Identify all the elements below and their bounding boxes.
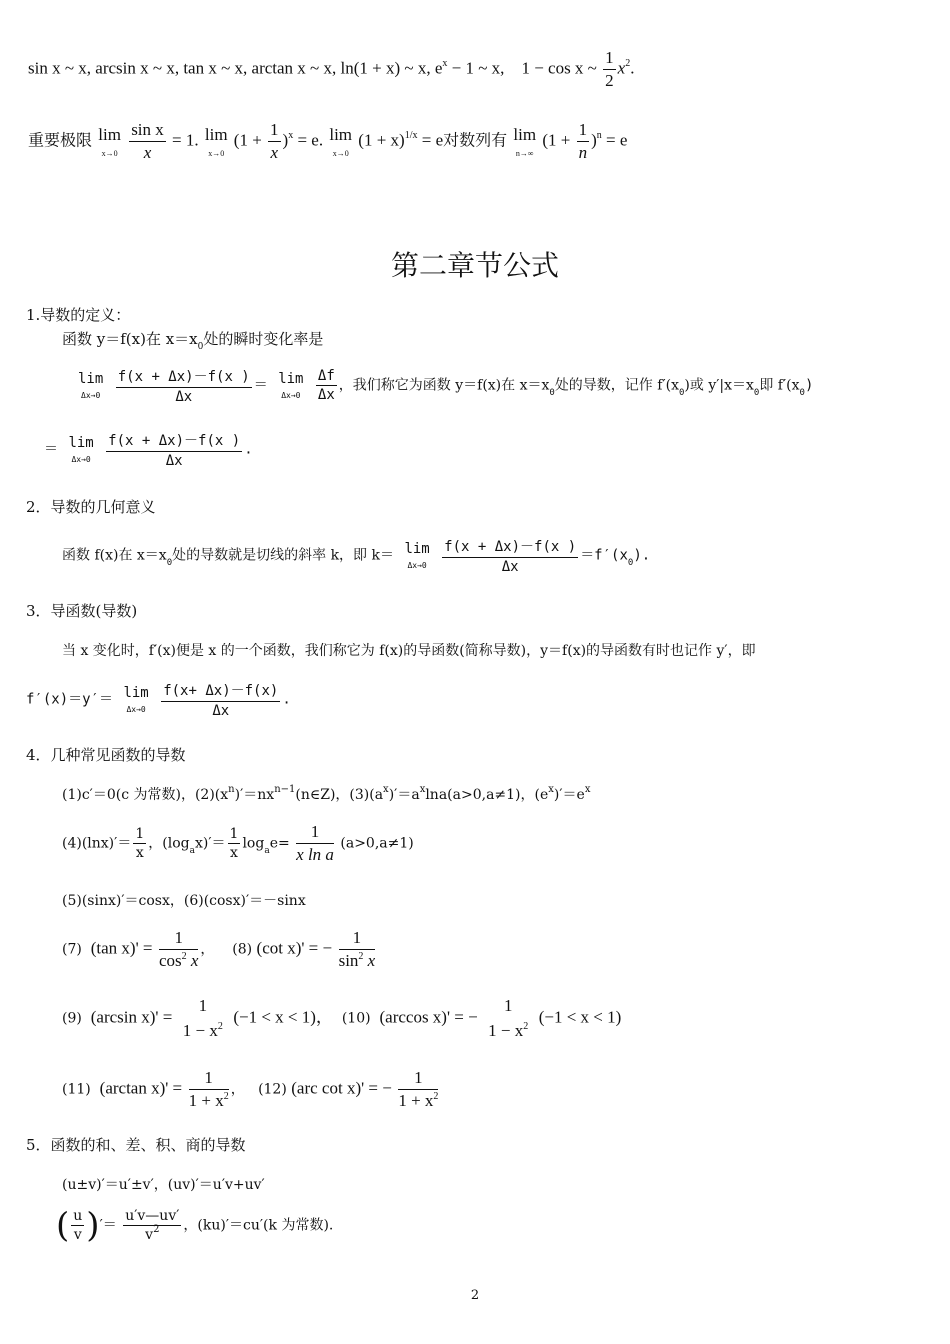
s1-df-over-dx: $\frac{\Delta f}{\Delta x}$ <box>317 368 335 403</box>
seq-label: 对数列有 <box>443 130 508 150</box>
lim-1: lim x→0 <box>98 125 121 158</box>
u-over-v: $\frac{u}{v}$ <box>73 1208 83 1243</box>
s1-lim-c: lim Δx→0 <box>68 435 94 464</box>
one-plus-n: (1 + <box>542 130 571 150</box>
eq-e: = e <box>421 130 444 150</box>
arctan-fraction: $\frac{1}{1 + x^2}$ <box>188 1068 229 1110</box>
cos-end: . <box>630 58 635 78</box>
lim-4: lim n→∞ <box>513 125 537 158</box>
s2-line: 函数 f(x)在 $x=x_0$处的导数就是切线的斜率 k，即 k＝ lim Δx→0 $\frac{f(x + \Delta x)-f(x )}{\Delta x}$ $=f'(x_0)$. <box>62 536 650 575</box>
s3-paragraph: 当 x 变化时，f′(x)便是 x 的一个函数，我们称它为 f(x)的导函数(简称导数)，y＝f(x)的导函数有时也记作 y′，即 <box>62 643 756 659</box>
quotient-rule: $\frac{u'v—uv'}{v^2}$ <box>125 1208 180 1243</box>
eq-e-dot: = e. <box>297 130 324 150</box>
arccot-fraction: $\frac{1}{1 + x^2}$ <box>398 1068 439 1110</box>
limits-label: 重要极限 <box>28 130 93 150</box>
s1-definition-line: lim Δx→0 $\frac{f(x + \Delta x)-f(x )}{\Delta x}$ ＝ lim Δx→0 $\frac{\Delta f}{\Delta x}$ ，我们称它为函数 y＝f(x)在 $x=x_0$处的导数，记作 $f'(x_0)$或 $y'|x=x_0$即 $f'(x_0)$ <box>78 368 814 405</box>
s2-lim: lim Δx→0 <box>404 541 430 570</box>
equivalents-line <box>28 48 634 91</box>
eq-e-2: = e <box>605 130 628 150</box>
s2-heading: 2．导数的几何意义 <box>26 498 156 516</box>
one-plus: (1 + <box>233 130 262 150</box>
s5-row-2: ( $\frac{u}{v}$ )′＝ $\frac{u'v—uv'}{v^2}$ ，(ku)′＝cu′(k 为常数). <box>56 1205 334 1246</box>
arccos-fraction: 1 $1 - x^2$ <box>488 996 529 1040</box>
one-over-n: $\frac{1}{n}$ <box>578 120 588 162</box>
s1-diff-quotient: $\frac{f(x + \Delta x)-f(x )}{\Delta x}$ <box>116 366 252 405</box>
s1-intro: 函数 y＝f(x)在 $x=x_0$处的瞬时变化率是 <box>62 330 324 352</box>
s1-definition-line-2: ＝ lim Δx→0 $\frac{f(x + \Delta x)-f(x )}{\Delta x}$ . <box>44 430 253 469</box>
one-over-x-b: $\frac{1}{x}$ <box>229 826 239 861</box>
important-limits-line <box>28 120 627 163</box>
paren-close-n: ) <box>591 130 597 150</box>
chapter-title: 第二章节公式 <box>390 249 559 282</box>
eq-one: = 1. <box>172 130 199 150</box>
s4-row-6: (11) (arctan x)' = $\frac{1}{1 + x^2}$ ， (12) (arc cot x)' = − $\frac{1}{1 + x^2}$ <box>62 1068 439 1110</box>
one-plus-x: (1 + x) <box>358 130 405 150</box>
s4-row-1: (1)c′＝0(c 为常数)，$(2)(x^n)'=nx^{n-1}(n\in Z)$，$(3)(a^x)'=a^x\ln a(a>0,a\ne 1)$，$(e^x)'=e^x$ <box>62 784 591 803</box>
lim-2: lim x→0 <box>204 125 228 158</box>
cos-lhs: 1 − cos x ~ <box>521 58 597 78</box>
s5-heading: 5．函数的和、差、积、商的导数 <box>26 1136 246 1154</box>
s1-diff-quotient-2: $\frac{f(x + \Delta x)-f(x )}{\Delta x}$ <box>106 430 242 469</box>
one-over-x-a: $\frac{1}{x}$ <box>135 826 145 861</box>
s3-lim: lim Δx→0 <box>123 685 149 714</box>
s3-heading: 3．导函数(导数) <box>26 602 138 620</box>
cos-tail: x <box>617 58 626 78</box>
half-fraction: $\frac{1}{2}$ <box>605 48 614 90</box>
equivalents-tail: − 1 ~ x, <box>447 58 505 78</box>
one-over-x: $\frac{1}{x}$ <box>270 120 279 162</box>
s4-row-5: (9) (arcsin x)' = 1 $1 - x^2$ (−1 < x < 1)， (10) (arccos x)' = − 1 $1 - x^2$ (−1 < x < 1) <box>62 996 622 1040</box>
s1-lim-a: lim Δx→0 <box>78 371 104 400</box>
paren-close: ) <box>282 130 289 150</box>
power-n: n <box>596 130 602 142</box>
s1-lim-b: lim Δx→0 <box>278 371 304 400</box>
s3-diff-quotient: $\frac{f(x+ \Delta x)-f(x)}{\Delta x}$ <box>161 680 280 719</box>
s1-heading: 1.导数的定义： <box>26 306 131 324</box>
sinx-over-x: $\frac{\text{sin x}}{x}$ <box>131 120 164 162</box>
equivalents-text: sin x ~ x, arcsin x ~ x, tan x ~ x, arctan x ~ x, ln(1 + x) ~ x, e <box>28 58 443 78</box>
power-x: x <box>288 130 294 142</box>
power-one-over-x: 1/x <box>404 130 418 142</box>
exp-superscript: x <box>442 58 448 70</box>
lim-3: lim x→0 <box>329 125 353 158</box>
one-over-xlna: $\frac{1}{\text{x ln a}}$ <box>296 822 334 864</box>
page-number: 2 <box>470 1288 480 1303</box>
s3-formula: f′(x)＝y′＝ lim Δx→0 $\frac{f(x+ \Delta x)-f(x)}{\Delta x}$ . <box>26 680 291 719</box>
s5-row-1: (u±v)′＝u′±v′，(uv)′＝u′v+uv′ <box>62 1177 265 1193</box>
cos-superscript: 2 <box>625 58 631 70</box>
one-over-cos2: $\frac{1}{\cos^2 x}$ <box>158 928 199 970</box>
s4-row-3: (5)(sinx)′＝cosx，(6)(cosx)′＝－sinx <box>62 893 306 909</box>
s2-diff-quotient: $\frac{f(x + \Delta x)-f(x )}{\Delta x}$ <box>442 536 578 575</box>
s4-heading: 4．几种常见函数的导数 <box>26 746 186 764</box>
s4-row-4: (7) (tan x)' = $\frac{1}{\cos^2 x}$ ， (8) (cot x)' = − $\frac{1}{\sin^2 x}$ <box>62 928 376 970</box>
one-over-sin2: $\frac{1}{\sin^2 x}$ <box>338 928 376 970</box>
arcsin-fraction: 1 $1 - x^2$ <box>182 996 223 1040</box>
s4-row-2: (4)(lnx)′＝ $\frac{1}{x}$ ，$(\log_ax)'=$ $\frac{1}{x}$ $\log_ae=$ $\frac{1}{\text{x ln a}}$ (a>0,a≠1) <box>62 822 414 864</box>
